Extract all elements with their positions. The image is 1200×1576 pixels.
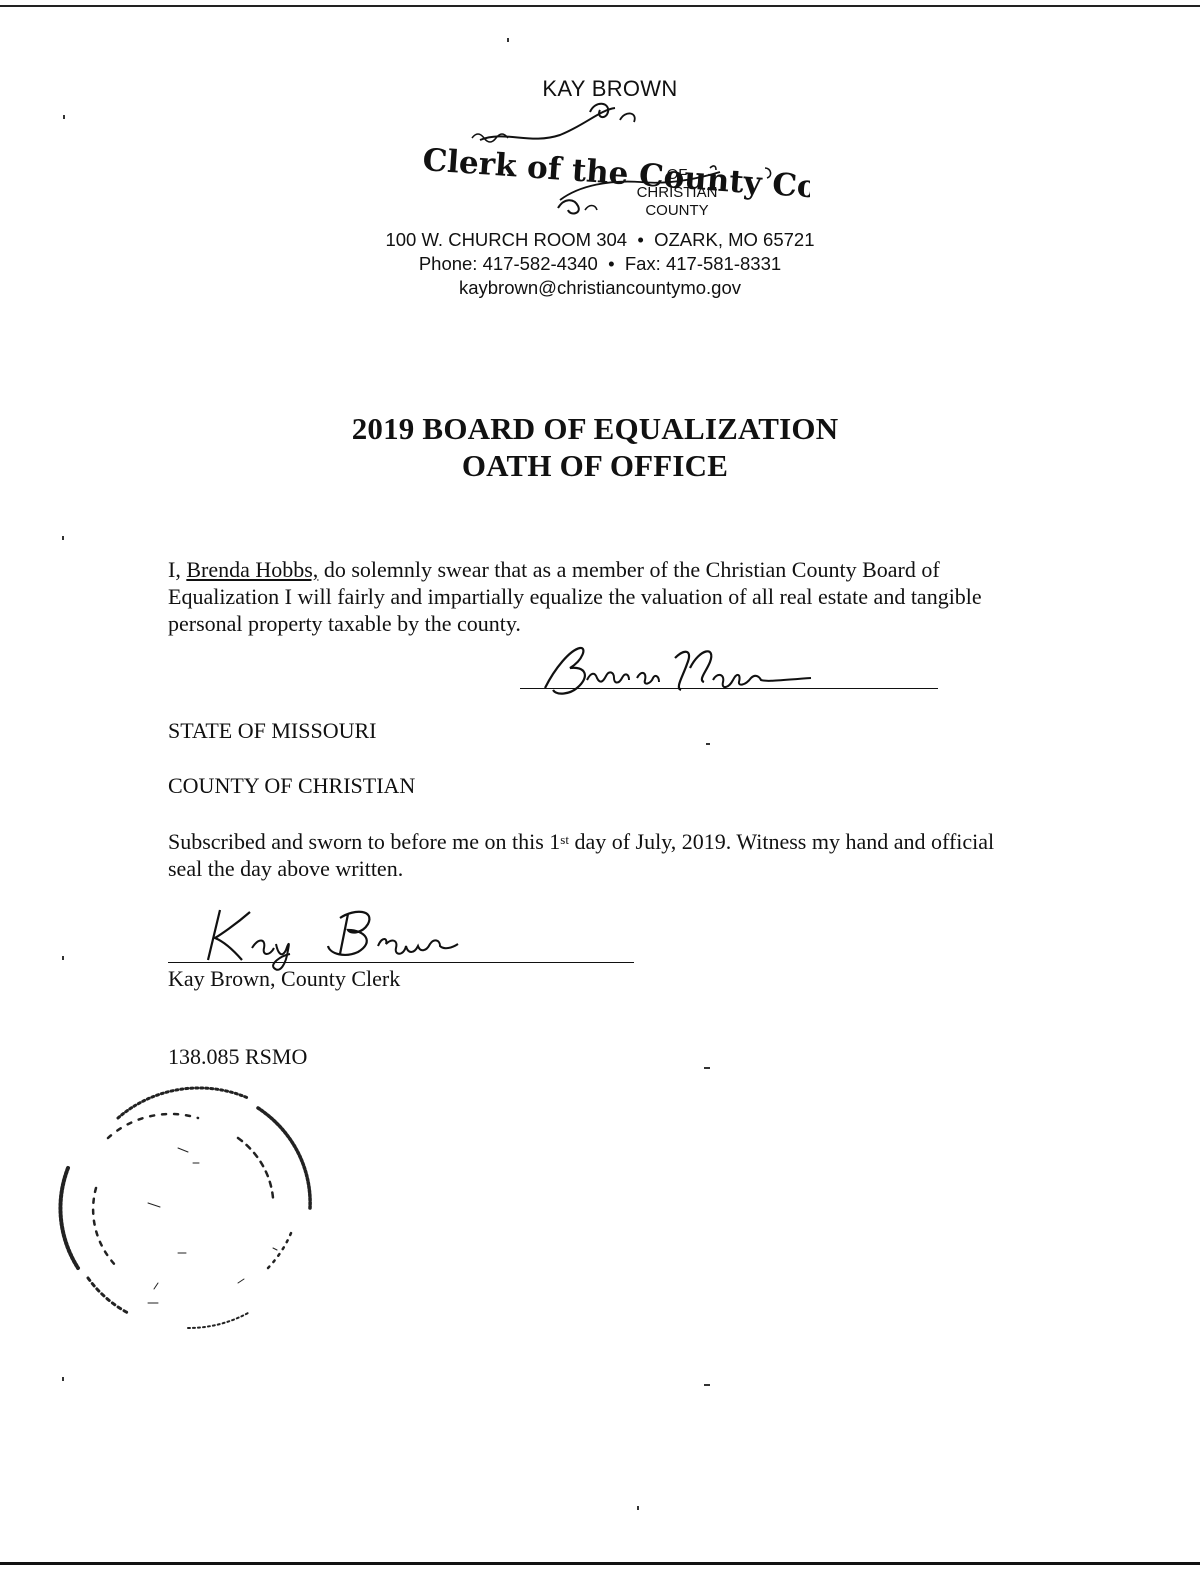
jurat-before-day: Subscribed and sworn to before me on this 1 (168, 829, 561, 854)
venue-state: STATE OF MISSOURI (168, 718, 377, 743)
oath-prefix: I, (168, 557, 187, 582)
scan-edge-bottom (0, 1562, 1200, 1565)
scan-speck (637, 1506, 639, 1510)
clerk-logo-art (410, 100, 810, 225)
scan-speck (704, 1067, 710, 1069)
scan-speck (62, 536, 64, 540)
statute-reference: 138.085 RSMO (168, 1044, 308, 1069)
scan-speck (62, 956, 64, 960)
member-name: Brenda Hobbs, (186, 557, 319, 582)
clerk-logo (410, 100, 810, 225)
scan-speck (704, 1384, 710, 1386)
scan-speck (63, 115, 65, 119)
document-title (0, 410, 1190, 484)
address-line: 100 W. CHURCH ROOM 304 • OZARK, MO 65721 (385, 229, 815, 250)
jurat-day-suffix: st (560, 832, 569, 847)
scan-speck (507, 38, 509, 42)
phone-line: Phone: 417-582-4340 • Fax: 417-581-8331 (418, 253, 782, 274)
title-line-2: OATH OF OFFICE (461, 448, 729, 483)
logo-of: OF (666, 166, 688, 183)
title-line-1: 2019 BOARD OF EQUALIZATION (351, 411, 839, 446)
scan-speck (62, 1377, 64, 1381)
logo-christian: CHRISTIAN (636, 184, 718, 201)
official-seal (48, 1078, 323, 1338)
oath-paragraph (168, 556, 1018, 637)
logo-text: Clerk of the County Commission (421, 142, 810, 218)
member-signature (525, 638, 835, 708)
jurat-paragraph (168, 828, 1008, 882)
logo-county: COUNTY (645, 202, 709, 219)
letterhead-contact (0, 228, 1200, 300)
scan-edge-top (0, 5, 1200, 7)
venue-county: COUNTY OF CHRISTIAN (168, 773, 416, 798)
jurat-after-day: day of July, 2019. Witness my hand and official seal the day above written. (168, 829, 995, 881)
email-line: kaybrown@christiancountymo.gov (458, 277, 742, 298)
clerk-label: Kay Brown, County Clerk (168, 966, 401, 991)
scan-speck (706, 743, 710, 745)
letterhead-name: KAY BROWN (542, 76, 678, 101)
oath-text: do solemnly swear that as a member of the Christian County Board of Equalization I will fairly and impartially equalize the valuation of all real estate and tangible personal property taxable by the county. (168, 557, 982, 636)
